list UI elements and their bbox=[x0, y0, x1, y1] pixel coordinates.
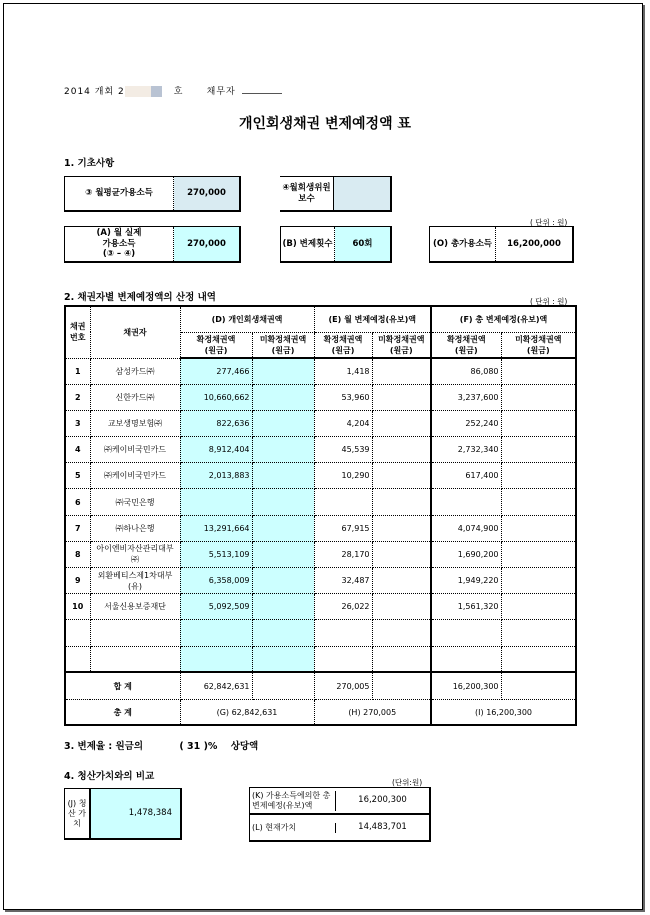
case-header bbox=[64, 84, 282, 97]
total-confirmed: 1,690,200 bbox=[431, 541, 501, 567]
total-unconfirmed bbox=[501, 489, 576, 515]
creditor-no: 5 bbox=[65, 463, 90, 489]
subheader-label: 미확정채권액 bbox=[259, 334, 307, 344]
monthly-confirmed: 45,539 bbox=[314, 437, 372, 463]
redacted-block bbox=[151, 86, 162, 97]
sum-e: 270,005 bbox=[314, 672, 372, 699]
unconfirmed-claim bbox=[252, 489, 314, 515]
total-unconfirmed bbox=[501, 437, 576, 463]
unconfirmed-claim-header bbox=[252, 332, 314, 358]
repayment-table bbox=[64, 305, 577, 726]
principal-label: (원금) bbox=[526, 345, 550, 355]
l-label: (L) 현재가치 bbox=[250, 823, 336, 833]
total-unconfirmed bbox=[501, 568, 576, 594]
total-unconfirmed bbox=[501, 620, 576, 646]
monthly-unconfirmed bbox=[372, 437, 431, 463]
monthly-unconfirmed bbox=[372, 620, 431, 646]
unit-label: ( 단위 : 원) bbox=[530, 218, 568, 227]
unconfirmed-claim bbox=[252, 463, 314, 489]
liquidation-value: 1,478,384 bbox=[91, 789, 180, 838]
monthly-unconfirmed bbox=[372, 515, 431, 541]
section1-heading: 1. 기초사항 bbox=[64, 158, 115, 169]
monthly-confirmed: 4,204 bbox=[314, 410, 372, 436]
total-unconfirmed bbox=[501, 463, 576, 489]
debtor-blank bbox=[242, 93, 282, 94]
comparison-box bbox=[249, 787, 431, 842]
creditor-no: 10 bbox=[65, 594, 90, 620]
monthly-unconfirmed bbox=[372, 384, 431, 410]
monthly-unconfirmed bbox=[372, 594, 431, 620]
monthly-confirmed bbox=[314, 646, 372, 672]
total-income-box bbox=[429, 226, 574, 263]
payment-count-label: (B) 변제횟수 bbox=[281, 227, 335, 261]
group-d-header: (D) 개인회생채권액 bbox=[180, 306, 314, 332]
unconfirmed-claim bbox=[252, 384, 314, 410]
trustee-fee-box bbox=[280, 176, 392, 212]
unconfirmed-claim bbox=[252, 515, 314, 541]
creditor-no bbox=[65, 646, 90, 672]
creditor-name: 교보생명보험㈜ bbox=[90, 410, 180, 436]
liquidation-label: (J) 청산 가치 bbox=[65, 789, 91, 838]
confirmed-claim bbox=[180, 646, 252, 672]
a-label: (③ – ④) bbox=[102, 249, 136, 260]
page-title: 개인회생채권 변제예정액 표 bbox=[238, 116, 412, 132]
trustee-fee-value bbox=[334, 177, 390, 210]
avg-income-label: ③ 월평균가용소득 bbox=[65, 177, 174, 210]
total-unconfirmed bbox=[501, 594, 576, 620]
creditor-no: 7 bbox=[65, 515, 90, 541]
monthly-confirmed: 10,290 bbox=[314, 463, 372, 489]
table-row bbox=[65, 594, 576, 620]
creditor-name: 삼성카드㈜ bbox=[90, 358, 180, 384]
confirmed-claim: 277,466 bbox=[180, 358, 252, 384]
total-unconfirmed bbox=[501, 541, 576, 567]
monthly-unconfirmed bbox=[372, 463, 431, 489]
col-no-header: 채권 번호 bbox=[65, 306, 90, 358]
total-unconfirmed bbox=[501, 358, 576, 384]
creditor-name bbox=[90, 620, 180, 646]
total-income-label: (O) 총가용소득 bbox=[430, 227, 496, 261]
creditor-name: ㈜국민은행 bbox=[90, 489, 180, 515]
total-h: (H) 270,005 bbox=[314, 699, 431, 725]
monthly-unconfirmed bbox=[372, 489, 431, 515]
total-confirmed: 617,400 bbox=[431, 463, 501, 489]
unconfirmed-claim-header bbox=[372, 332, 431, 358]
confirmed-claim: 8,912,404 bbox=[180, 437, 252, 463]
rate-suffix: 상당액 bbox=[230, 741, 259, 752]
creditor-name: ㈜하나은행 bbox=[90, 515, 180, 541]
creditor-name: 아이엔비자산관리대부㈜ bbox=[90, 541, 180, 567]
total-confirmed: 1,561,320 bbox=[431, 594, 501, 620]
subheader-label: 확정채권액 bbox=[323, 334, 363, 344]
total-confirmed: 86,080 bbox=[431, 358, 501, 384]
total-confirmed bbox=[431, 646, 501, 672]
total-confirmed: 1,949,220 bbox=[431, 568, 501, 594]
creditor-no: 4 bbox=[65, 437, 90, 463]
monthly-confirmed bbox=[314, 489, 372, 515]
monthly-unconfirmed bbox=[372, 646, 431, 672]
confirmed-claim-header bbox=[431, 332, 501, 358]
col-creditor-header: 채권자 bbox=[90, 306, 180, 358]
unconfirmed-claim bbox=[252, 410, 314, 436]
monthly-unconfirmed bbox=[372, 358, 431, 384]
avg-income-box bbox=[64, 176, 241, 212]
creditor-no: 3 bbox=[65, 410, 90, 436]
principal-label: (원금) bbox=[271, 345, 295, 355]
total-label: 총 계 bbox=[65, 699, 180, 725]
creditor-name bbox=[90, 646, 180, 672]
total-income-value: 16,200,000 bbox=[507, 238, 561, 249]
unconfirmed-claim bbox=[252, 646, 314, 672]
creditor-no: 1 bbox=[65, 358, 90, 384]
creditor-no bbox=[65, 620, 90, 646]
principal-label: (원금) bbox=[331, 345, 355, 355]
monthly-unconfirmed bbox=[372, 568, 431, 594]
subheader-label: 확정채권액 bbox=[446, 334, 486, 344]
creditor-name: ㈜케이비국민카드 bbox=[90, 463, 180, 489]
creditor-no: 6 bbox=[65, 489, 90, 515]
monthly-confirmed: 32,487 bbox=[314, 568, 372, 594]
subheader-label: 미확정채권액 bbox=[515, 334, 562, 344]
confirmed-claim: 2,013,883 bbox=[180, 463, 252, 489]
table-row bbox=[65, 515, 576, 541]
total-confirmed bbox=[431, 489, 501, 515]
ho-label: 호 bbox=[173, 87, 184, 97]
unconfirmed-claim bbox=[252, 620, 314, 646]
creditor-name: 서울신용보증재단 bbox=[90, 594, 180, 620]
monthly-confirmed: 28,170 bbox=[314, 541, 372, 567]
confirmed-claim bbox=[180, 620, 252, 646]
rate-label: 3. 변제율 : 원금의 bbox=[64, 741, 144, 752]
l-value: 14,483,701 bbox=[358, 822, 407, 833]
confirmed-claim: 822,636 bbox=[180, 410, 252, 436]
total-g: (G) 62,842,631 bbox=[180, 699, 314, 725]
creditor-name: 신한카드㈜ bbox=[90, 384, 180, 410]
unconfirmed-claim-header bbox=[501, 332, 576, 358]
sum-d: 62,842,631 bbox=[180, 672, 252, 699]
creditor-name: 외환베티스제1차대부(유) bbox=[90, 568, 180, 594]
liquidation-box bbox=[64, 788, 182, 840]
total-unconfirmed bbox=[501, 646, 576, 672]
total-i: (I) 16,200,300 bbox=[431, 699, 576, 725]
table-row bbox=[65, 646, 576, 672]
debtor-label: 채무자 bbox=[206, 87, 236, 97]
payment-count-box bbox=[280, 226, 392, 263]
confirmed-claim: 13,291,664 bbox=[180, 515, 252, 541]
total-confirmed: 252,240 bbox=[431, 410, 501, 436]
monthly-confirmed: 53,960 bbox=[314, 384, 372, 410]
a-label: (A) 월 실제 bbox=[96, 228, 142, 239]
monthly-confirmed: 1,418 bbox=[314, 358, 372, 384]
table-row bbox=[65, 384, 576, 410]
section3-heading bbox=[64, 738, 258, 752]
table-row bbox=[65, 410, 576, 436]
total-unconfirmed bbox=[501, 410, 576, 436]
group-f-header: (F) 총 변제예정(유보)액 bbox=[431, 306, 576, 332]
total-confirmed: 2,732,340 bbox=[431, 437, 501, 463]
monthly-unconfirmed bbox=[372, 541, 431, 567]
creditor-no: 9 bbox=[65, 568, 90, 594]
table-row bbox=[65, 489, 576, 515]
sum-f: 16,200,300 bbox=[431, 672, 501, 699]
unconfirmed-claim bbox=[252, 541, 314, 567]
total-confirmed: 3,237,600 bbox=[431, 384, 501, 410]
monthly-unconfirmed bbox=[372, 410, 431, 436]
k-value: 16,200,300 bbox=[358, 795, 407, 806]
confirmed-claim-header bbox=[180, 332, 252, 358]
table-row bbox=[65, 463, 576, 489]
unit-label: ( 단위 : 원) bbox=[530, 297, 568, 306]
table-row bbox=[65, 620, 576, 646]
total-confirmed: 4,074,900 bbox=[431, 515, 501, 541]
principal-label: (원금) bbox=[454, 345, 478, 355]
rate-value: ( 31 )% bbox=[179, 741, 218, 752]
avg-income-value: 270,000 bbox=[174, 177, 239, 210]
monthly-confirmed bbox=[314, 620, 372, 646]
unconfirmed-claim bbox=[252, 358, 314, 384]
trustee-fee-label: ④월회생위원 보수 bbox=[280, 177, 334, 210]
total-unconfirmed bbox=[501, 515, 576, 541]
table-row bbox=[65, 437, 576, 463]
table-row bbox=[65, 541, 576, 567]
confirmed-claim: 5,513,109 bbox=[180, 541, 252, 567]
section2-heading: 2. 채권자별 변제예정액의 산정 내역 bbox=[64, 292, 216, 303]
creditor-name: ㈜케이비국민카드 bbox=[90, 437, 180, 463]
actual-income-value: 270,000 bbox=[174, 227, 239, 261]
creditor-no: 2 bbox=[65, 384, 90, 410]
unconfirmed-claim bbox=[252, 437, 314, 463]
principal-label: (원금) bbox=[204, 345, 228, 355]
table-row bbox=[65, 358, 576, 384]
monthly-confirmed: 67,915 bbox=[314, 515, 372, 541]
k-label: (K) 가용소득에의한 총변제예정(유보)액 bbox=[250, 791, 336, 811]
section4-heading: 4. 청산가치와의 비교 bbox=[64, 771, 155, 782]
payment-count-value: 60회 bbox=[335, 227, 390, 261]
unconfirmed-claim bbox=[252, 594, 314, 620]
total-unconfirmed bbox=[501, 384, 576, 410]
actual-income-box bbox=[64, 226, 241, 263]
subheader-label: 확정채권액 bbox=[196, 334, 236, 344]
creditor-no: 8 bbox=[65, 541, 90, 567]
group-e-header: (E) 월 변제예정(유보)액 bbox=[314, 306, 431, 332]
total-confirmed bbox=[431, 620, 501, 646]
unit-label: (단위:원) bbox=[392, 778, 423, 787]
confirmed-claim: 6,358,009 bbox=[180, 568, 252, 594]
a-label: 가용소득 bbox=[102, 238, 136, 249]
table-row bbox=[65, 568, 576, 594]
subheader-label: 미확정채권액 bbox=[378, 334, 425, 344]
case-number: 2014 개회 2 bbox=[64, 87, 125, 97]
unconfirmed-claim bbox=[252, 568, 314, 594]
confirmed-claim: 10,660,662 bbox=[180, 384, 252, 410]
monthly-confirmed: 26,022 bbox=[314, 594, 372, 620]
confirmed-claim bbox=[180, 489, 252, 515]
principal-label: (원금) bbox=[389, 345, 413, 355]
redacted-block bbox=[125, 86, 151, 97]
confirmed-claim-header bbox=[314, 332, 372, 358]
confirmed-claim: 5,092,509 bbox=[180, 594, 252, 620]
sum-label: 합 계 bbox=[65, 672, 180, 699]
